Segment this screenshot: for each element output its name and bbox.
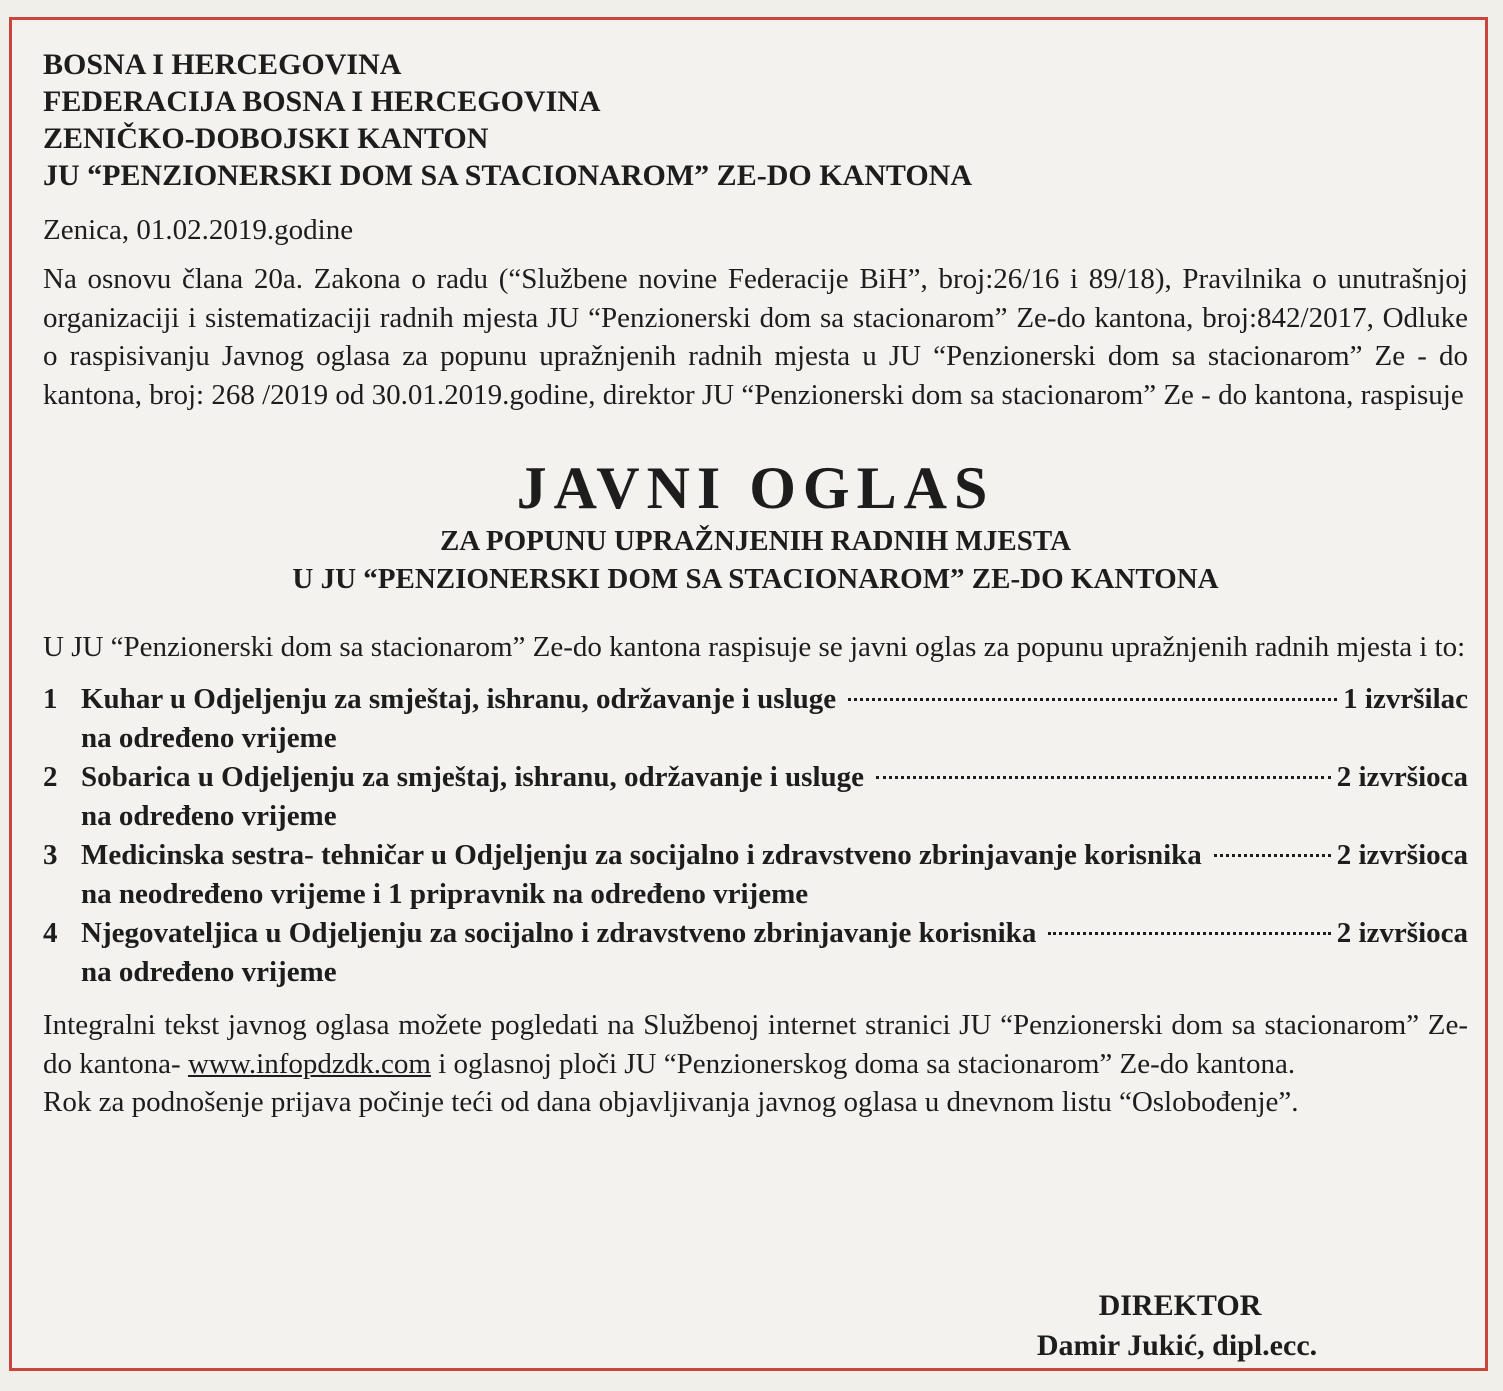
website-link[interactable]: www.infopdzdk.com: [187, 1047, 431, 1080]
position-number: 2: [43, 761, 58, 793]
dot-leader: [1048, 932, 1330, 935]
positions-list: [43, 680, 1468, 992]
position-title: Medicinska sestra- tehničar u Odjeljenju za socijalno i zdravstveno zbrinjavanje korisnika: [81, 839, 1202, 871]
header-line-country: BOSNA I HERCEGOVINA: [43, 48, 402, 81]
legal-preamble: Na osnovu člana 20a. Zakona o radu (“Službene novine Federacije BiH”, broj:26/16 i 89/18), Pravilnika o unutrašnjoj organizaciji i sistematizaciji radnih mjesta JU “Penzionerski dom sa stacionarom” Ze-do kantona, broj:842/2017, Odluke o raspisivanju Javnog oglasa za popunu upražnjenih radnih mjesta u JU “Penzionerski dom sa stacionarom” Ze - do kantona, broj: 268 /2019 od 30.01.2019.godine, direktor JU “Penzionerski dom sa stacionarom” Ze - do kantona, raspisuje: [43, 263, 1468, 411]
footer-text-before-link: Integralni tekst javnog oglasa možete pogledati na Službenoj internet stranici JU “Penzionerski dom sa stacionarom” Ze- do kantona-: [43, 1009, 1468, 1080]
notice-subtitle-2: U JU “PENZIONERSKI DOM SA STACIONAROM” ZE-DO KANTONA: [292, 563, 1219, 595]
list-item: [43, 758, 1468, 836]
position-title: Njegovateljica u Odjeljenju za socijalno i zdravstveno zbrinjavanje korisnika: [81, 917, 1037, 949]
position-term: na određeno vrijeme: [81, 956, 337, 988]
position-term: na neodređeno vrijeme i 1 pripravnik na određeno vrijeme: [81, 878, 809, 910]
header-line-canton: ZENIČKO-DOBOJSKI KANTON: [43, 122, 489, 155]
notice-frame: [9, 17, 1488, 1371]
dot-leader: [848, 698, 1337, 701]
list-item: [43, 914, 1468, 992]
signature-title: DIREKTOR: [1098, 1289, 1262, 1322]
header-line-institution: JU “PENZIONERSKI DOM SA STACIONAROM” ZE-DO KANTONA: [43, 159, 972, 192]
position-term: na određeno vrijeme: [81, 722, 337, 754]
position-count: 2 izvršioca: [1336, 761, 1468, 793]
position-number: 1: [43, 683, 58, 715]
notice-date: Zenica, 01.02.2019.godine: [43, 214, 354, 246]
position-count: 2 izvršioca: [1336, 839, 1468, 871]
signature-name: Damir Jukić, dipl.ecc.: [1036, 1329, 1318, 1362]
intro-text: U JU “Penzionerski dom sa stacionarom” Ze-do kantona raspisuje se javni oglas za popunu upražnjenih radnih mjesta i to:: [43, 631, 1466, 663]
dot-leader: [876, 776, 1331, 779]
position-number: 3: [43, 839, 58, 871]
notice-content: [43, 46, 1468, 1121]
position-count: 2 izvršioca: [1336, 917, 1468, 949]
notice-title: JAVNI OGLAS: [516, 455, 995, 521]
header-line-federation: FEDERACIJA BOSNA I HERCEGOVINA: [43, 85, 601, 118]
list-item: [43, 680, 1468, 758]
dot-leader: [1214, 854, 1331, 857]
position-title: Sobarica u Odjeljenju za smještaj, ishranu, održavanje i usluge: [81, 761, 864, 793]
position-title: Kuhar u Odjeljenju za smještaj, ishranu, održavanje i usluge: [81, 683, 837, 715]
footer-info: [43, 1006, 1468, 1083]
list-item: [43, 836, 1468, 914]
deadline-text: Rok za podnošenje prijava počinje teći od dana objavljivanja javnog oglasa u dnevnom listu “Oslobođenje”.: [43, 1086, 1299, 1118]
notice-subtitle-1: ZA POPUNU UPRAŽNJENIH RADNIH MJESTA: [439, 525, 1072, 557]
footer-text-after-link: i oglasnoj ploči JU “Penzionerskog doma sa stacionarom” Ze-do kantona.: [430, 1047, 1296, 1080]
position-count: 1 izvršilac: [1343, 683, 1468, 715]
position-term: na određeno vrijeme: [81, 800, 337, 832]
position-number: 4: [43, 917, 58, 949]
